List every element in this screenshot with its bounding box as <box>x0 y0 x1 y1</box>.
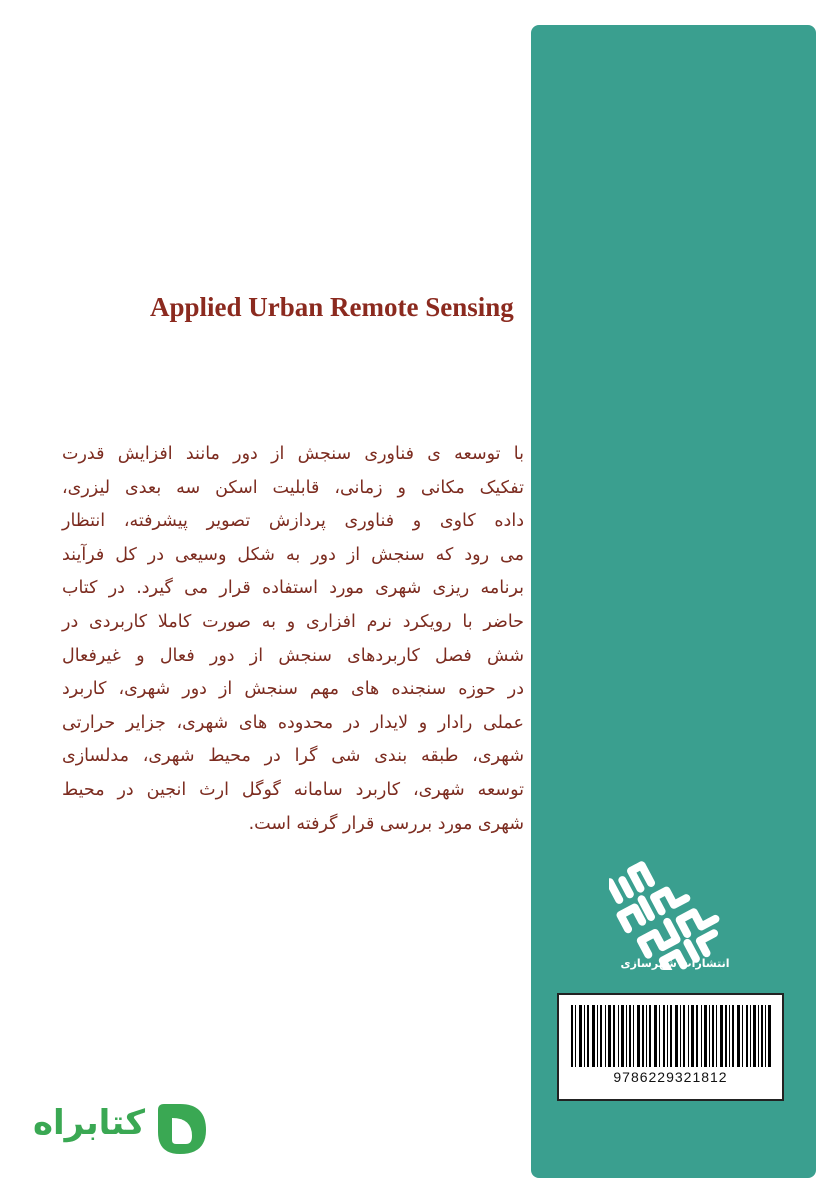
description-line: در حوزه سنجنده های مهم سنجش از دور شهری، کاربرد <box>62 679 524 700</box>
description-line: شش فصل کاربردهای سنجش از دور فعال و غیرفعال <box>62 645 524 666</box>
description-line: داده کاوی و فناوری پردازش تصویر پیشرفته، انتظار <box>62 511 524 532</box>
barcode-bars <box>571 1005 771 1067</box>
watermark-site-name: کتابراه <box>32 1103 145 1143</box>
description-line: با توسعه ی فناوری سنجش از دور مانند افزایش قدرت <box>62 444 524 464</box>
book-title: Applied Urban Remote Sensing <box>150 292 514 322</box>
publisher-name: انتشارات شهرسازی <box>620 957 730 970</box>
description-line: تفکیک مکانی و زمانی، قابلیت اسکن سه بعدی لیزری، <box>62 477 524 498</box>
description-line: برنامه ریزی شهری مورد استفاده قرار می گیرد. در کتاب <box>62 578 524 599</box>
description-line: حاضر با رویکرد نرم افزاری و به صورت کاملا کاربردی در <box>62 611 524 632</box>
description-line: می رود که سنجش از دور به شکل وسیعی در کل فرآیند <box>62 544 524 565</box>
isbn-number: 9786229321812 <box>613 1069 728 1085</box>
barcode <box>557 993 784 1101</box>
description-line: شهری مورد بررسی قرار گرفته است. <box>248 813 524 834</box>
description-line: توسعه شهری، کاربرد سامانه گوگل ارث انجین در محیط <box>62 779 524 800</box>
bookmark-leaf-icon <box>150 1100 210 1158</box>
book-description <box>62 438 524 841</box>
description-line: عملی رادار و لایدار در محدوده های شهری، جزایر حرارتی <box>62 712 524 733</box>
publisher-logo <box>609 845 739 970</box>
description-line: شهری، طبقه بندی شی گرا در محیط شهری، مدلسازی <box>62 746 524 767</box>
